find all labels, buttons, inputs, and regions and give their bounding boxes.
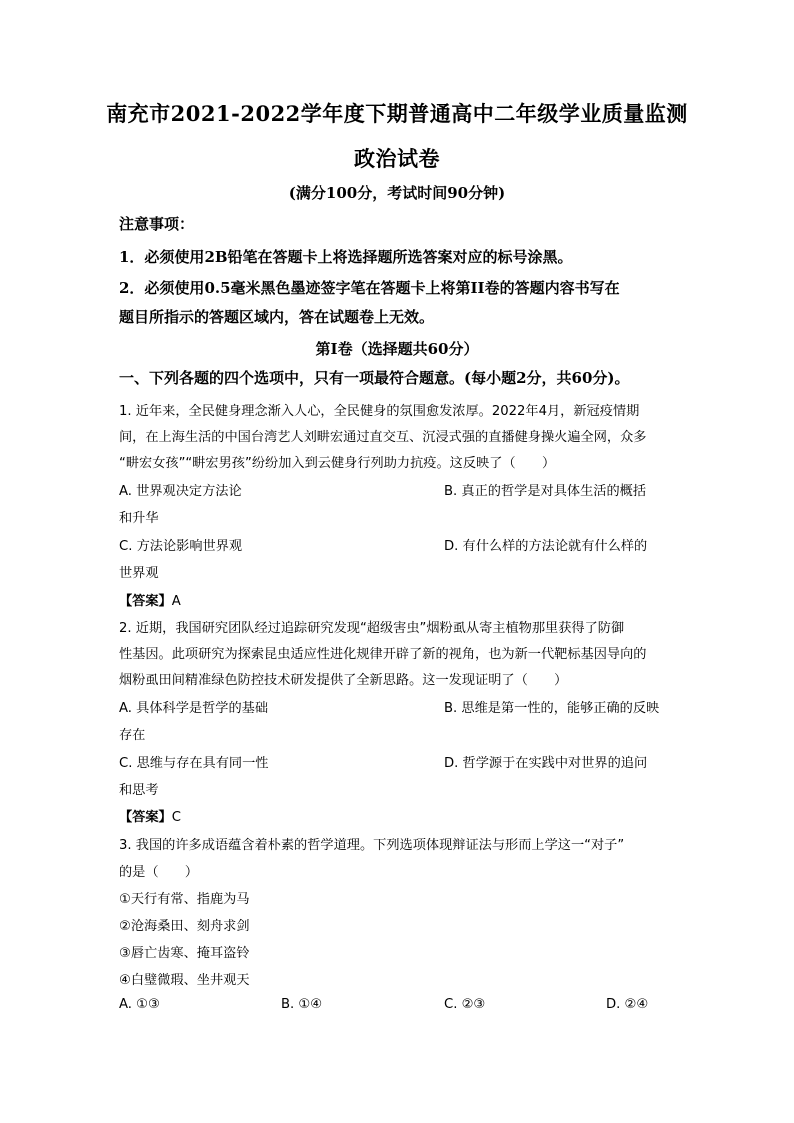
q2-option-d: D. 哲学源于在实践中对世界的追问	[444, 756, 648, 771]
q3-option-c: C. ②③	[444, 997, 486, 1012]
section-title: 第I卷（选择题共60分）	[315, 340, 479, 358]
answer-label: 【答案】	[119, 810, 172, 825]
notes-heading: 注意事项：	[119, 215, 195, 233]
q3-item-1: ①天行有常、指鹿为马	[119, 892, 250, 907]
answer-label: 【答案】	[119, 594, 172, 609]
q3-stem-line-2: 的是（ ）	[119, 865, 199, 880]
q1-option-c: C. 方法论影响世界观	[119, 539, 243, 554]
q1-answer-value: A	[171, 594, 181, 609]
q2-stem-line-3: 烟粉虱田间精准绿色防控技术研发提供了全新思路。这一发现证明了（ ）	[119, 673, 568, 688]
q2-option-b: B. 思维是第一性的，能够正确的反映	[444, 701, 660, 716]
q3-option-b: B. ①④	[281, 997, 323, 1012]
q1-stem-line-3: “畊宏女孩”“畊宏男孩”纷纷加入到云健身行列助力抗疫。这反映了（ ）	[119, 456, 556, 471]
q1-answer	[119, 590, 181, 609]
q2-option-a: A. 具体科学是哲学的基础	[119, 701, 269, 716]
q3-item-2: ②沧海桑田、刻舟求剑	[119, 919, 250, 934]
q1-option-a: A. 世界观决定方法论	[119, 484, 242, 499]
q1-option-b: B. 真正的哲学是对具体生活的概括	[444, 484, 647, 499]
q3-item-3: ③唇亡齿寒、掩耳盗铃	[119, 946, 250, 961]
exam-title: 南充市2021-2022学年度下期普通高中二年级学业质量监测	[106, 101, 688, 126]
exam-score-time: (满分100分，考试时间90分钟)	[288, 184, 506, 202]
q2-answer	[119, 806, 181, 825]
exam-subject-title: 政治试卷	[354, 146, 440, 171]
notes-item-1: 1．必须使用2B铅笔在答题卡上将选择题所选答案对应的标号涂黑。	[119, 248, 573, 266]
q1-option-d-cont: 世界观	[119, 566, 159, 581]
q1-option-b-cont: 和升华	[119, 511, 159, 526]
q2-answer-value: C	[171, 810, 181, 825]
notes-item-2-line-1: 2．必须使用0.5毫米黑色墨迹签字笔在答题卡上将第II卷的答题内容书写在	[119, 279, 620, 297]
section-heading: 一、下列各题的四个选项中，只有一项最符合题意。(每小题2分，共60分)。	[119, 369, 630, 387]
q1-option-d: D. 有什么样的方法论就有什么样的	[444, 539, 648, 554]
q3-stem-line-1: 3. 我国的许多成语蕴含着朴素的哲学道理。下列选项体现辩证法与形而上学这一“对子”	[119, 838, 625, 853]
notes-item-2-line-2: 题目所指示的答题区域内，答在试题卷上无效。	[119, 308, 435, 326]
q3-option-d: D. ②④	[606, 997, 649, 1012]
q1-stem-line-1: 1. 近年来，全民健身理念渐入人心，全民健身的氛围愈发浓厚。2022年4月，新冠疫情期	[119, 404, 640, 419]
q2-option-c: C. 思维与存在具有同一性	[119, 756, 269, 771]
q3-option-a: A. ①③	[119, 997, 160, 1012]
q2-option-b-cont: 存在	[119, 728, 146, 743]
q3-item-4: ④白璧微瑕、坐井观天	[119, 973, 250, 988]
q2-stem-line-2: 性基因。此项研究为探索昆虫适应性进化规律开辟了新的视角，也为新一代靶标基因导向的	[119, 647, 647, 662]
q1-stem-line-2: 间，在上海生活的中国台湾艺人刘畊宏通过直交互、沉浸式强的直播健身操火遍全网，众多	[119, 430, 647, 445]
q2-stem-line-1: 2. 近期，我国研究团队经过追踪研究发现“超级害虫”烟粉虱从寄主植物那里获得了防御	[119, 621, 625, 636]
q2-option-d-cont: 和思考	[119, 783, 159, 798]
